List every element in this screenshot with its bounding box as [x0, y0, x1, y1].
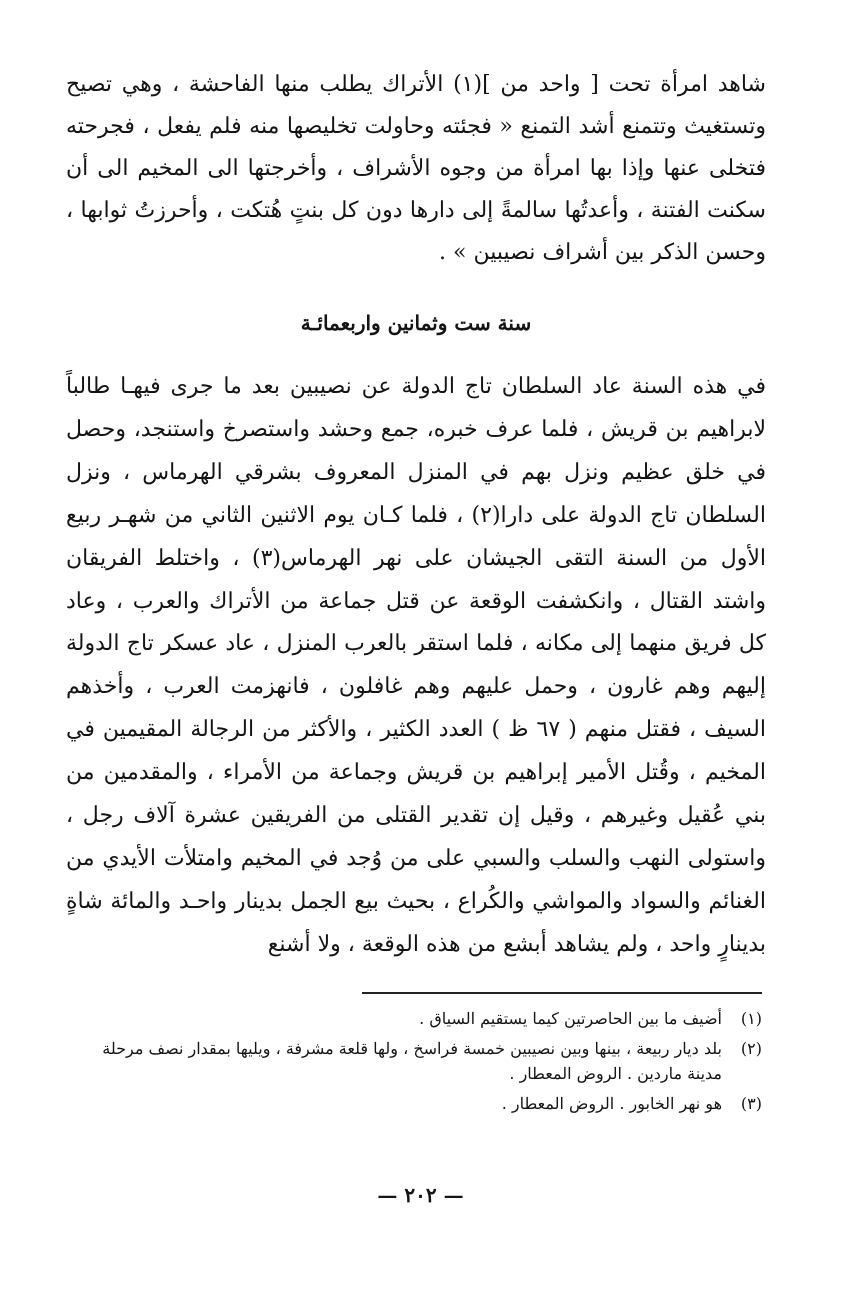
footnote-text: أضيف ما بين الحاصرتين كيما يستقيم السياق . [419, 1009, 722, 1028]
footnote-2 [70, 1036, 762, 1086]
opening-paragraph: شاهد امرأة تحت [ واحد من ](١) الأتراك يطلب منها الفاحشة ، وهي تصيح وتستغيث وتتمنع أشد التمنع « فجئته وحاولت تخليصها منه فلم يفعل ، فجرحته فتخلى عنها وإذا بها امرأة من وجوه الأشراف ، وأخرجتها الى المخيم الى أن سكنت الفتنة ، وأعدتُها سالمةً إلى دارها دون كل بنتٍ هُتكت ، وأحرزتُ ثوابها ، وحسن الذكر بين أشراف نصيبين » . [66, 72, 766, 265]
footnote-divider [362, 992, 762, 994]
footnote-text: بلد ديار ربيعة ، بينها وبين نصيبين خمسة فراسخ ، ولها قلعة مشرفة ، ويليها بمقدار نصف مرحلة مدينة ماردين . الروض المعطار . [102, 1039, 722, 1083]
footnote-1 [70, 1006, 762, 1031]
main-paragraph: في هذه السنة عاد السلطان تاج الدولة عن نصيبين بعد ما جرى فيهـا طالباً لابراهيم بن قريش ، فلما عرف خبره، جمع وحشد واستصرخ واستنجد، وحصل في خلق عظيم ونزل بهم في المنزل المعروف بشرقي الهرماس ، ونزل السلطان تاج الدولة على دارا(٢) ، فلما كـان يوم الاثنين الثاني من شهـر ربيع الأول من السنة التقى الجيشان على نهر الهرماس(٣) ، واختلط الفريقان واشتد القتال ، وانكشفت الوقعة عن قتل جماعة من الأتراك والعرب ، وعاد كل فريق منهما إلى مكانه ، فلما استقر بالعرب المنزل ، عاد عسكر تاج الدولة إليهم وهم غارون ، وحمل عليهم وهم غافلون ، فانهزمت العرب ، وأخذهم السيف ، فقتل منهم ( ٦٧ ظ ) العدد الكثير ، والأكثر من الرجالة المقيمين في المخيم ، وقُتل الأمير إبراهيم بن قريش وجماعة من الأمراء ، والمقدمين من بني عُقيل وغيرهم ، وقيل إن تقدير القتلى من الفريقين عشرة آلاف رجل ، واستولى النهب والسلب والسبي على من وُجد في المخيم وامتلأت الأيدي من الغنائم والسواد والمواشي والكُراع ، بحيث بيع الجمل بدينار واحـد والمائة شاةٍ بدينارٍ واحد ، ولم يشاهد أبشع من هذه الوقعة ، ولا أشنع [66, 374, 766, 957]
footnote-text: هو نهر الخابور . الروض المعطار . [501, 1094, 722, 1113]
footnotes [70, 1006, 762, 1121]
footnote-number: (٣) [740, 1094, 762, 1113]
footnote-number: (١) [740, 1009, 762, 1028]
section-heading: سنة ست وثمانين واربعمائـة [300, 311, 532, 335]
footnote-number: (٢) [740, 1039, 762, 1058]
footnote-3 [70, 1091, 762, 1116]
page-number: — ٢٠٢ — [377, 1183, 464, 1207]
